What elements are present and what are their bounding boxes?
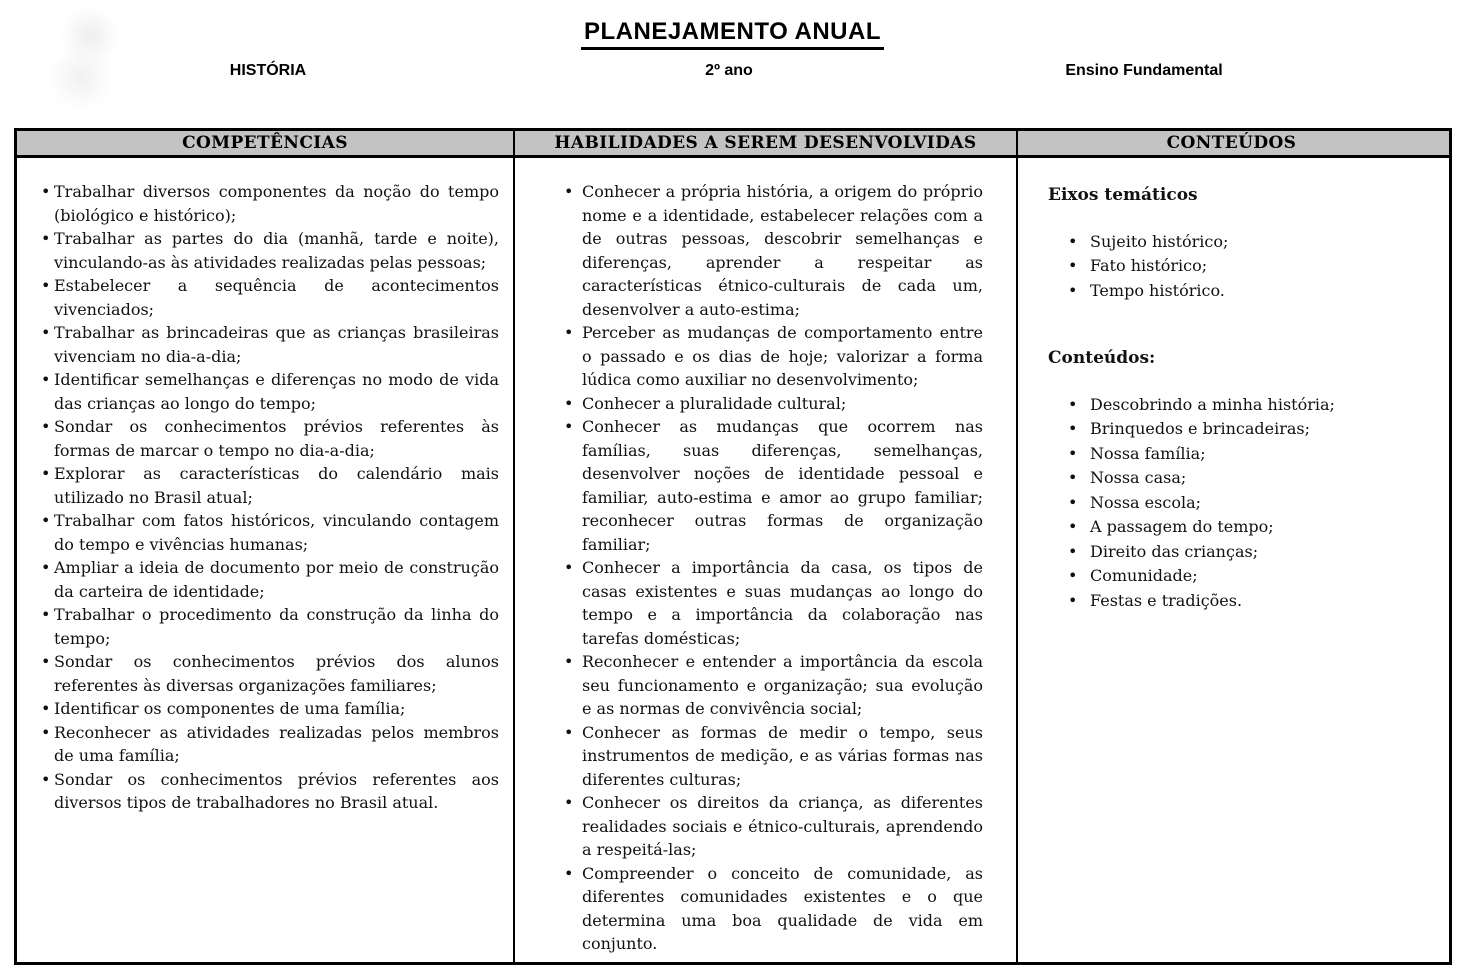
column-habilidades (515, 158, 1018, 962)
column-competencias (17, 158, 515, 962)
list-item: • Trabalhar com fatos históricos, vinculando contagem do tempo e vivências humanas; (41, 509, 499, 556)
list-item: • Comunidade; (1048, 564, 1427, 589)
header-cell-habilidades: HABILIDADES A SEREM DESENVOLVIDAS (515, 131, 1018, 155)
list-item: • Sujeito histórico; (1048, 230, 1427, 255)
list-item: • Trabalhar as partes do dia (manhã, tarde e noite), vinculando-as às atividades realizadas pelas pessoas; (41, 227, 499, 274)
list-item: • Sondar os conhecimentos prévios referentes às formas de marcar o tempo no dia-a-dia; (41, 415, 499, 462)
list-item: • Sondar os conhecimentos prévios referentes aos diversos tipos de trabalhadores no Brasil atual. (41, 768, 499, 815)
list-item: • Conhecer os direitos da criança, as diferentes realidades sociais e étnico-culturais, aprendendo a respeitá-las; (563, 791, 983, 862)
list-item: • Conhecer a pluralidade cultural; (563, 392, 983, 416)
list-item: • Conhecer as formas de medir o tempo, seus instrumentos de medição, e as várias formas nas diferentes culturas; (563, 721, 983, 792)
list-item: • Sondar os conhecimentos prévios dos alunos referentes às diversas organizações familiares; (41, 650, 499, 697)
document-header (0, 18, 1465, 50)
list-item: • Nossa casa; (1048, 466, 1427, 491)
list-item: • Conhecer as mudanças que ocorrem nas famílias, suas diferenças, semelhanças, desenvolver noções de identidade pessoal e familiar, auto-estima e amor ao grupo familiar; reconhecer outras formas de organização familiar; (563, 415, 983, 556)
header-cell-conteudos: CONTEÚDOS (1166, 133, 1297, 153)
list-item: • A passagem do tempo; (1048, 515, 1427, 540)
list-item: • Direito das crianças; (1048, 540, 1427, 565)
list-item: • Descobrindo a minha história; (1048, 393, 1427, 418)
list-item: • Reconhecer as atividades realizadas pelos membros de uma família; (41, 721, 499, 768)
table-header-row (17, 131, 1449, 158)
competencias-list (41, 180, 499, 815)
list-item: • Trabalhar diversos componentes da noção do tempo (biológico e histórico); (41, 180, 499, 227)
list-item: • Festas e tradições. (1048, 589, 1427, 614)
table-body-row (17, 158, 1449, 962)
list-item: • Explorar as características do calendário mais utilizado no Brasil atual; (41, 462, 499, 509)
conteudos-list (1048, 393, 1427, 614)
list-item: • Identificar semelhanças e diferenças no modo de vida das crianças ao longo do tempo; (41, 368, 499, 415)
list-item: • Conhecer a importância da casa, os tipos de casas existentes e suas mudanças ao longo do tempo e a importância da colaboração nas tarefas domésticas; (563, 556, 983, 650)
list-item: • Perceber as mudanças de comportamento entre o passado e os dias de hoje; valorizar a forma lúdica como auxiliar no desenvolvimento; (563, 321, 983, 392)
list-item: • Tempo histórico. (1048, 279, 1427, 304)
header-cell-competencias: COMPETÊNCIAS (17, 131, 515, 155)
list-item: • Ampliar a ideia de documento por meio de construção da carteira de identidade; (41, 556, 499, 603)
eixos-tematicos-heading: Eixos temáticos (1048, 185, 1198, 205)
subject-label: HISTÓRIA (229, 62, 307, 79)
page-title: PLANEJAMENTO ANUAL (581, 18, 884, 50)
eixos-tematicos-list (1048, 230, 1427, 304)
conteudos-heading: Conteúdos: (1048, 348, 1156, 368)
level-label: Ensino Fundamental (1065, 62, 1223, 79)
list-item: • Identificar os componentes de uma família; (41, 697, 499, 721)
list-item: • Conhecer a própria história, a origem do próprio nome e a identidade, estabelecer relações com a de outras pessoas, descobrir semelhanças e diferenças, aprender a respeitar as características étnico-culturais de cada um, desenvolver a auto-estima; (563, 180, 983, 321)
list-item: • Nossa escola; (1048, 491, 1427, 516)
list-item: • Brinquedos e brincadeiras; (1048, 417, 1427, 442)
planning-table (14, 128, 1452, 965)
list-item: • Estabelecer a sequência de acontecimentos vivenciados; (41, 274, 499, 321)
list-item: • Compreender o conceito de comunidade, as diferentes comunidades existentes e o que determina uma boa qualidade de vida em conjunto. (563, 862, 983, 956)
list-item: • Trabalhar o procedimento da construção da linha do tempo; (41, 603, 499, 650)
list-item: • Trabalhar as brincadeiras que as crianças brasileiras vivenciam no dia-a-dia; (41, 321, 499, 368)
list-item: • Nossa família; (1048, 442, 1427, 467)
grade-label: 2º ano (705, 62, 753, 79)
list-item: • Reconhecer e entender a importância da escola seu funcionamento e organização; sua evolução e as normas de convivência social; (563, 650, 983, 721)
column-conteudos (1018, 158, 1445, 962)
list-item: • Fato histórico; (1048, 254, 1427, 279)
habilidades-list (563, 180, 983, 956)
